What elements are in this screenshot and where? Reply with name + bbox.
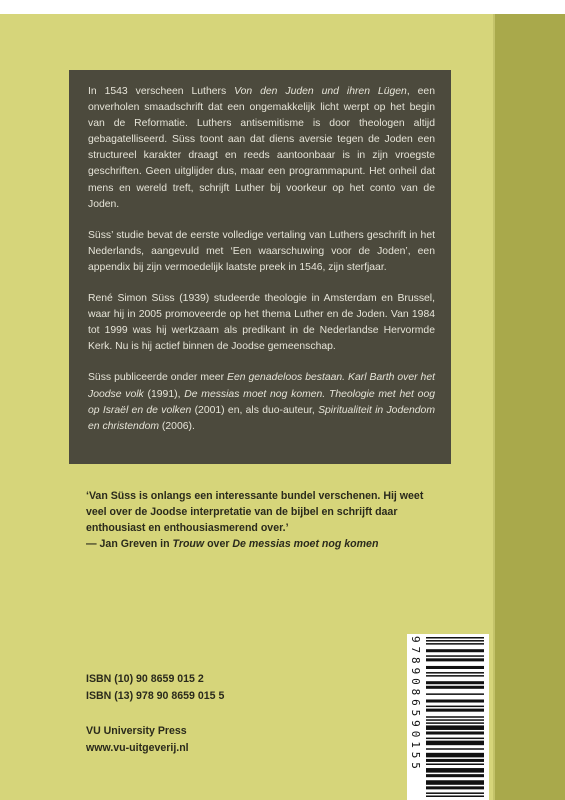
- barcode-bar: [426, 675, 484, 677]
- barcode-bar: [426, 763, 484, 765]
- barcode-bar: [426, 693, 484, 695]
- barcode-bar: [426, 722, 484, 724]
- blurb-text: (1991),: [143, 388, 185, 400]
- barcode-bar: [426, 655, 484, 657]
- attribution-text: over: [204, 538, 233, 550]
- blurb-text: , een onverholen smaadschrift dat een ongemakkelijk licht werpt op het begin van de Reformatie. Luthers antisemitisme is door theologen altijd gebagatelliseerd. Süss toont aan dat diens aversie tegen de Joden een structureel karakter draagt en reeds aantoonbaar is in zijn vroegste geschriften. Geen uitglijder dus, maar een programmapunt. Het onheil dat mens en wereld treft, schrijft Luther bij voorkeur op het conto van de Joden.: [88, 86, 435, 210]
- isbn-block: [86, 671, 326, 705]
- blurb-paragraph-2: Süss’ studie bevat de eerste volledige vertaling van Luthers geschrift in het Nederlands, aangevuld met ‘Een waarschuwing voor de Joden’, een appendix bij zijn vermoedelijk laatste preek in 1546, zijn sterfjaar.: [88, 229, 435, 273]
- blurb-paragraph-4: [88, 370, 435, 434]
- barcode-bar: [426, 681, 484, 684]
- blurb-text: In 1543 verscheen Luthers: [88, 86, 235, 97]
- blurb-box: [69, 70, 451, 464]
- barcode-bar: [426, 748, 484, 750]
- right-edge-band: [493, 14, 565, 800]
- barcode-bar: [426, 637, 484, 639]
- book-title: Een genadeloos bestaan. Karl Barth over het Joodse volk: [88, 372, 435, 400]
- barcode-number: 9789086590155: [409, 636, 422, 773]
- blurb-text: (2006).: [159, 420, 195, 432]
- barcode-digits: [410, 636, 422, 796]
- attribution-text: — Jan Greven in: [86, 538, 173, 550]
- barcode-bar: [426, 759, 484, 762]
- barcode-bar: [426, 725, 484, 730]
- barcode-bar: [426, 792, 484, 794]
- barcode-bar: [426, 649, 484, 652]
- barcode-bar: [426, 738, 484, 740]
- barcode-icon: [424, 634, 488, 800]
- barcode-bar: [426, 666, 484, 669]
- barcode-bar: [426, 780, 484, 785]
- barcode-bar: [426, 731, 484, 734]
- barcode-bar: [426, 774, 484, 777]
- barcode-bar: [426, 795, 484, 797]
- barcode-bar: [426, 719, 484, 721]
- blurb-paragraph-1: [88, 84, 435, 213]
- top-margin: [0, 0, 565, 14]
- book-title-luther: Von den Juden und ihren Lügen: [234, 86, 407, 97]
- barcode-bar: [426, 709, 484, 712]
- barcode-bar: [426, 786, 484, 789]
- barcode-bar: [426, 716, 484, 718]
- barcode-bar: [426, 699, 484, 702]
- publisher-block: [86, 723, 326, 757]
- barcode-bar: [426, 658, 484, 661]
- barcode-bar: [426, 672, 484, 674]
- book-title: De messias moet nog komen. Theologie met het oog op Israël en de volken: [88, 388, 436, 416]
- barcode-bar: [426, 686, 484, 689]
- publisher-website: www.vu-uitgeverij.nl: [86, 742, 189, 754]
- publisher-name: VU University Press: [86, 725, 187, 737]
- blurb-text: Süss publiceerde onder meer: [88, 372, 228, 384]
- blurb-paragraph-3: René Simon Süss (1939) studeerde theologie in Amsterdam en Brussel, waar hij in 2005 promoveerde op het thema Luther en de Joden. Van 1984 tot 1999 was hij werkzaam als predikant in de Nederlandse Hervormde Kerk. Nu is hij actief binnen de Joodse gemeenschap.: [88, 293, 435, 353]
- newspaper-name: Trouw: [172, 538, 205, 550]
- review-quote: [86, 488, 446, 552]
- book-title: Spiritualiteit in Jodendom en christendom: [88, 404, 435, 432]
- blurb-text: (2001) en, als duo-auteur,: [191, 404, 319, 416]
- book-title: De messias moet nog komen: [232, 538, 379, 550]
- quote-attribution: [86, 536, 446, 552]
- barcode-bar: [426, 640, 484, 642]
- barcode-bar: [426, 753, 484, 758]
- quote-text: ‘Van Süss is onlangs een interessante bundel verschenen. Hij weet veel over de Joodse interpretatie van de bijbel en schrijft daar enthousiast en enthousiasmerend over.’: [86, 490, 424, 534]
- isbn-10: ISBN (10) 90 8659 015 2: [86, 673, 204, 685]
- barcode-bar: [426, 706, 484, 708]
- band-edge: [493, 14, 495, 800]
- barcode-bar: [426, 741, 484, 746]
- isbn-13: ISBN (13) 978 90 8659 015 5: [86, 690, 225, 702]
- barcode-bar: [426, 643, 484, 645]
- barcode-bar: [426, 768, 484, 773]
